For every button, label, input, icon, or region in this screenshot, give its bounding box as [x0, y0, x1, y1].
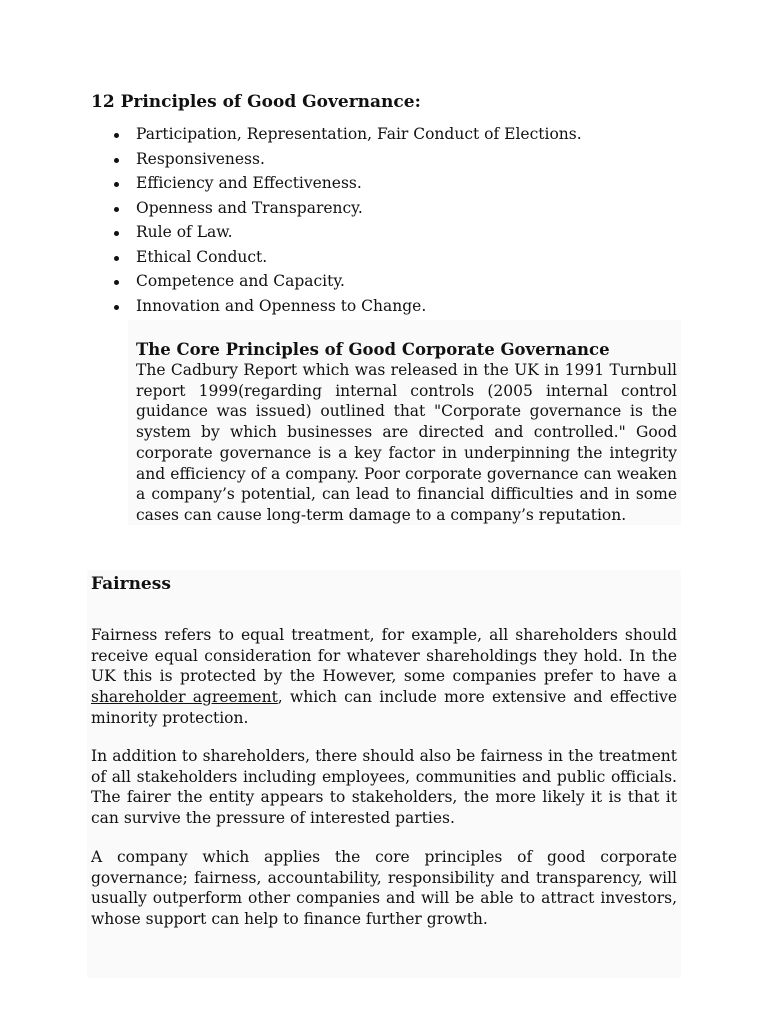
bullet-icon: [114, 207, 119, 212]
list-item-text: Rule of Law.: [136, 223, 233, 241]
bullet-icon: [114, 158, 119, 163]
list-item-text: Competence and Capacity.: [136, 272, 345, 290]
list-item-text: Openness and Transparency.: [136, 198, 363, 217]
principles-list: [112, 122, 582, 318]
list-item: [112, 245, 582, 270]
list-item: [112, 196, 582, 221]
bullet-icon: [114, 305, 119, 310]
list-item: [112, 220, 582, 245]
list-item-text: Participation, Representation, Fair Conduct of Elections.: [136, 125, 582, 143]
list-item-text: Innovation and Openness to Change.: [136, 296, 427, 315]
list-item: [112, 171, 582, 196]
list-item: [112, 294, 582, 319]
principles-heading: 12 Principles of Good Governance:: [91, 92, 421, 112]
bullet-icon: [114, 182, 119, 187]
list-item: [112, 147, 582, 172]
bullet-icon: [114, 256, 119, 261]
core-principles-text: The Cadbury Report which was released in the UK in 1991 Turnbull report 1999(regarding internal controls (2005 internal control guidance was issued) outlined that "Corporate governance is the system by which businesses are directed and controlled." Good corporate governance is a key factor in underpinning the integrity and efficiency of a company. Poor corporate governance can weaken a company’s potential, can lead to financial difficulties and in some cases can cause long-term damage to a company’s reputation.: [136, 361, 677, 524]
list-item: [112, 269, 582, 294]
fairness-paragraph-2: In addition to shareholders, there should also be fairness in the treatment of all stakeholders including employees, communities and public officials. The fairer the entity appears to stakeholders, the more likely it is that it can survive the pressure of interested parties.: [91, 747, 677, 828]
list-item-text: Efficiency and Effectiveness.: [136, 174, 362, 192]
list-item: [112, 122, 582, 147]
list-item-text: Responsiveness.: [136, 149, 265, 168]
fairness-paragraph-3: A company which applies the core principles of good corporate governance; fairness, accountability, responsibility and transparency, will usually outperform other companies and will be able to attract investors, whose support can help to finance further growth.: [91, 848, 677, 929]
bullet-icon: [114, 231, 119, 236]
fairness-title: Fairness: [91, 574, 171, 594]
bullet-icon: [114, 133, 119, 138]
core-principles-title: The Core Principles of Good Corporate Governance: [136, 340, 610, 359]
list-item-text: Ethical Conduct.: [136, 247, 268, 266]
paragraph-text: Fairness refers to equal treatment, for example, all shareholders should receive equal consideration for whatever shareholdings they hold. In the UK this is protected by the However, some companies prefer to have a: [91, 626, 677, 686]
fairness-paragraph-1: [91, 625, 677, 729]
bullet-icon: [114, 280, 119, 285]
shareholder-agreement-link[interactable]: shareholder agreement: [91, 688, 278, 707]
paragraph-text: , which can include more extensive and effective minority protection.: [91, 688, 677, 727]
